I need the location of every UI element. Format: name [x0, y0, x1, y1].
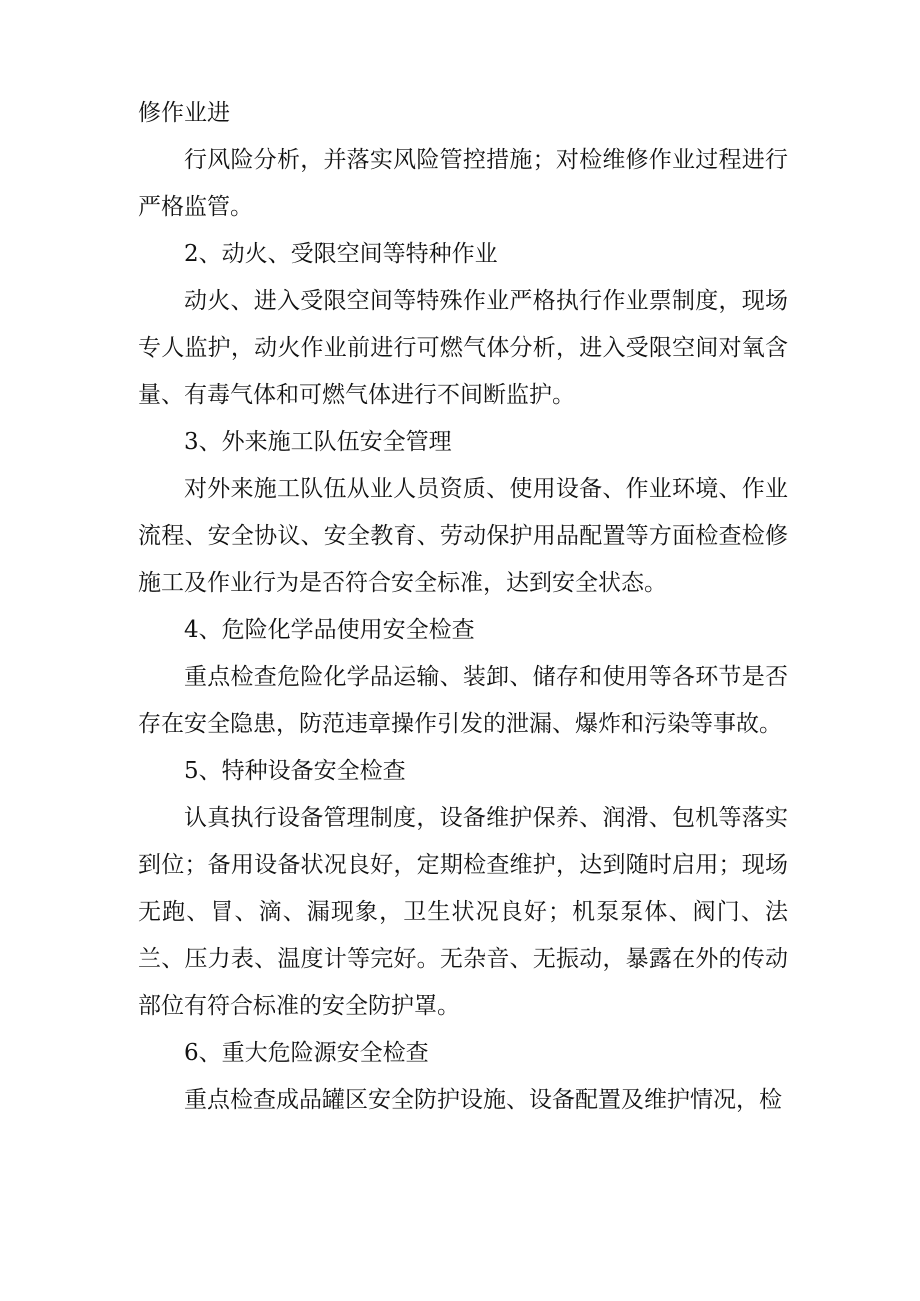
paragraph-risk-control: 行风险分析，并落实风险管控措施；对检维修作业过程进行严格监管。 — [138, 147, 788, 220]
paragraph-chemical-safety: 重点检查危险化学品运输、装卸、储存和使用等各环节是否存在安全隐患，防范违章操作引发的泄漏、爆炸和污染等事故。 — [138, 664, 788, 737]
heading-chemical-safety: 4、危险化学品使用安全检查 — [184, 617, 475, 643]
document-page — [138, 90, 788, 1124]
heading-hazard-source: 6、重大危险源安全检查 — [184, 1040, 429, 1066]
heading-equipment-safety: 5、特种设备安全检查 — [184, 758, 406, 784]
paragraph-continuation: 修作业进 — [138, 100, 230, 126]
paragraph-contractor-safety: 对外来施工队伍从业人员资质、使用设备、作业环境、作业流程、安全协议、安全教育、劳动保护用品配置等方面检查检修施工及作业行为是否符合安全标准，达到安全状态。 — [138, 476, 788, 596]
heading-contractor-safety: 3、外来施工队伍安全管理 — [184, 429, 452, 455]
paragraph-hazard-source: 重点检查成品罐区安全防护设施、设备配置及维护情况，检 — [184, 1087, 782, 1113]
heading-hot-work: 2、动火、受限空间等特种作业 — [184, 241, 498, 267]
paragraph-equipment-safety: 认真执行设备管理制度，设备维护保养、润滑、包机等落实到位；备用设备状况良好，定期检查维护，达到随时启用；现场无跑、冒、滴、漏现象，卫生状况良好；机泵泵体、阀门、法兰、压力表、温度计等完好。无杂音、无振动，暴露在外的传动部位有符合标准的安全防护罩。 — [138, 805, 788, 1019]
paragraph-hot-work: 动火、进入受限空间等特殊作业严格执行作业票制度，现场专人监护，动火作业前进行可燃气体分析，进入受限空间对氧含量、有毒气体和可燃气体进行不间断监护。 — [138, 288, 788, 408]
